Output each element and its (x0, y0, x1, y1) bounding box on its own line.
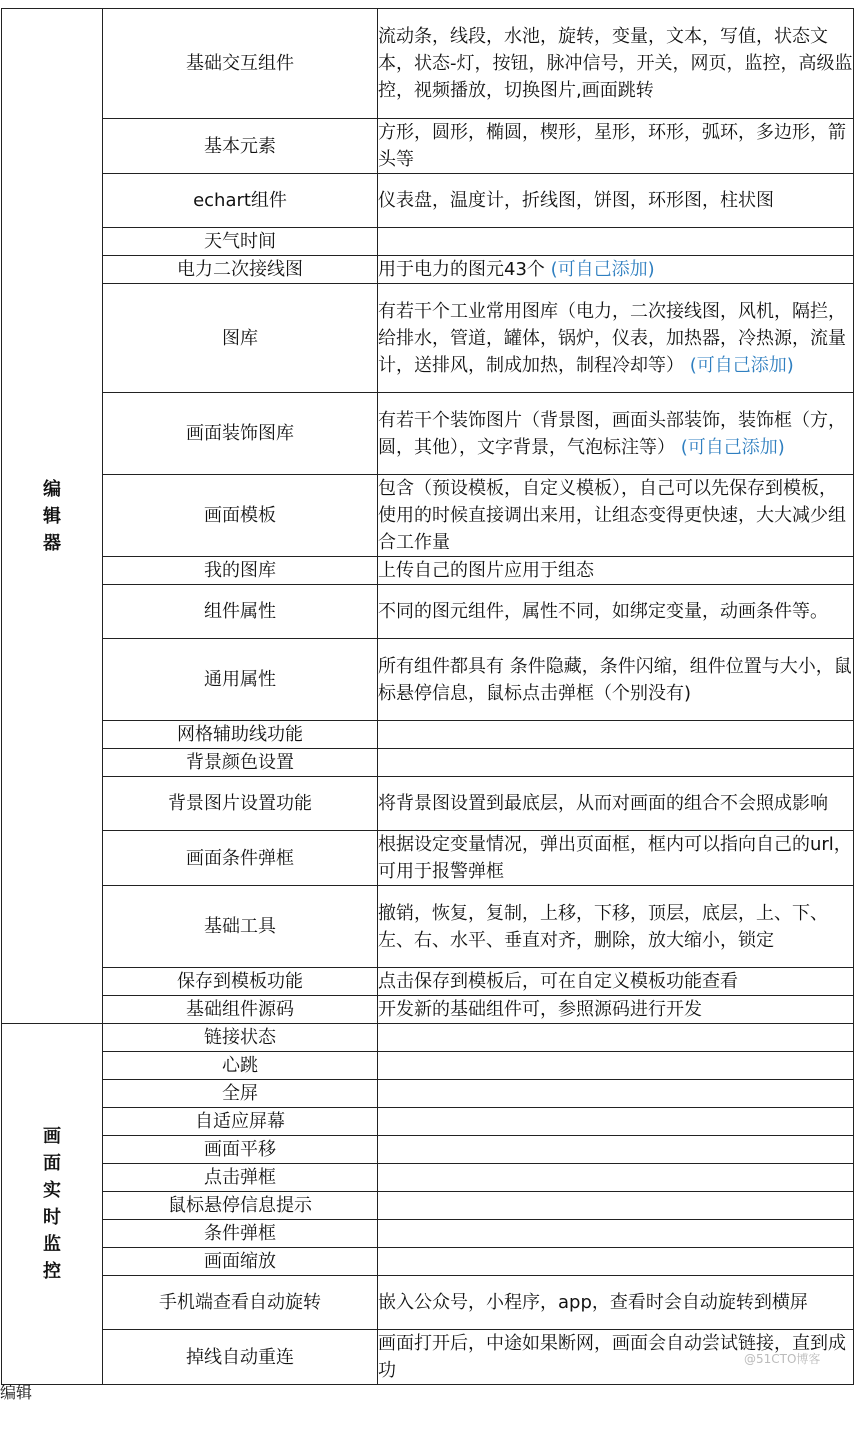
feature-name: 条件弹框 (103, 1220, 378, 1248)
table-row (2, 1136, 854, 1164)
table-row (2, 721, 854, 749)
feature-description (378, 996, 854, 1024)
feature-description (378, 256, 854, 284)
feature-name: 鼠标悬停信息提示 (103, 1192, 378, 1220)
table-row (2, 1220, 854, 1248)
feature-description (378, 119, 854, 174)
description-text: 有若干个装饰图片（背景图，画面头部装饰，装饰框（方，圆，其他），文字背景，气泡标注等） (378, 409, 846, 458)
feature-name: 画面装饰图库 (103, 393, 378, 475)
feature-table-body (2, 9, 854, 1385)
feature-name: 手机端查看自动旋转 (103, 1276, 378, 1330)
feature-name: 我的图库 (103, 557, 378, 585)
description-text: 包含（预设模板，自定义模板），自己可以先保存到模板，使用的时候直接调出来用，让组态变得更快速，大大减少组合工作量 (378, 478, 846, 553)
feature-name: 背景颜色设置 (103, 749, 378, 777)
table-row (2, 1080, 854, 1108)
feature-name: 心跳 (103, 1052, 378, 1080)
description-text: 点击保存到模板后，可在自定义模板功能查看 (378, 971, 738, 992)
table-row (2, 996, 854, 1024)
customizable-note: (可自己添加) (689, 354, 794, 376)
feature-description (378, 1276, 854, 1330)
table-row (2, 1276, 854, 1330)
description-text: 上传自己的图片应用于组态 (378, 560, 594, 581)
feature-description (378, 475, 854, 557)
table-row (2, 1330, 854, 1385)
feature-name: 基础交互组件 (103, 9, 378, 119)
description-text: 嵌入公众号，小程序，app，查看时会自动旋转到横屏 (378, 1292, 808, 1313)
table-row (2, 557, 854, 585)
customizable-note: (可自己添加) (680, 436, 785, 458)
table-row (2, 1024, 854, 1052)
feature-name: 组件属性 (103, 585, 378, 639)
feature-name: 链接状态 (103, 1024, 378, 1052)
feature-description (378, 1080, 854, 1108)
feature-name: 电力二次接线图 (103, 256, 378, 284)
description-text: 有若干个工业常用图库（电力，二次接线图，风机，隔拦，给排水，管道，罐体，锅炉，仪表，加热器，冷热源，流量计，送排风，制成加热，制程冷却等） (378, 300, 846, 376)
feature-table (1, 8, 854, 1385)
feature-description (378, 1136, 854, 1164)
description-text: 方形，圆形，椭圆，楔形，星形，环形，弧环，多边形，箭头等 (378, 122, 846, 170)
feature-name: 点击弹框 (103, 1164, 378, 1192)
table-row (2, 1052, 854, 1080)
table-row (2, 1248, 854, 1276)
feature-name: 通用属性 (103, 639, 378, 721)
table-row (2, 393, 854, 475)
category-cell (2, 9, 103, 1024)
feature-description (378, 1220, 854, 1248)
feature-name: 网格辅助线功能 (103, 721, 378, 749)
feature-name: 掉线自动重连 (103, 1330, 378, 1385)
feature-name: 保存到模板功能 (103, 968, 378, 996)
description-text: 撤销，恢复，复制，上移，下移，顶层，底层，上、下、左、右、水平、垂直对齐，删除，放大缩小，锁定 (378, 902, 828, 951)
table-row (2, 749, 854, 777)
customizable-note: (可自己添加) (550, 259, 655, 280)
table-row (2, 228, 854, 256)
feature-name: 图库 (103, 284, 378, 393)
table-row (2, 9, 854, 119)
feature-description (378, 777, 854, 831)
table-row (2, 475, 854, 557)
feature-description (378, 174, 854, 228)
feature-name: 画面缩放 (103, 1248, 378, 1276)
feature-name: 天气时间 (103, 228, 378, 256)
table-row (2, 284, 854, 393)
feature-description (378, 228, 854, 256)
table-row (2, 174, 854, 228)
table-row (2, 1108, 854, 1136)
feature-name: 自适应屏幕 (103, 1108, 378, 1136)
feature-description (378, 1024, 854, 1052)
category-cell (2, 1024, 103, 1385)
feature-name: 背景图片设置功能 (103, 777, 378, 831)
feature-name: 画面模板 (103, 475, 378, 557)
description-text: 用于电力的图元43个 (378, 259, 551, 280)
description-text: 画面打开后，中途如果断网，画面会自动尝试链接，直到成功 (378, 1333, 846, 1381)
table-row (2, 639, 854, 721)
table-row (2, 1164, 854, 1192)
feature-name: echart组件 (103, 174, 378, 228)
feature-description (378, 749, 854, 777)
caption-edit[interactable]: 编辑 (0, 1383, 33, 1402)
feature-description (378, 1052, 854, 1080)
feature-description (378, 886, 854, 968)
table-row (2, 968, 854, 996)
description-text: 开发新的基础组件可，参照源码进行开发 (378, 999, 702, 1020)
description-text: 仪表盘，温度计，折线图，饼图，环形图，柱状图 (378, 190, 774, 211)
feature-description (378, 1108, 854, 1136)
feature-name: 全屏 (103, 1080, 378, 1108)
feature-name: 画面平移 (103, 1136, 378, 1164)
feature-description (378, 9, 854, 119)
feature-name: 画面条件弹框 (103, 831, 378, 886)
description-text: 根据设定变量情况，弹出页面框，框内可以指向自己的url，可用于报警弹框 (378, 834, 852, 882)
table-row (2, 1192, 854, 1220)
feature-description (378, 639, 854, 721)
table-row (2, 886, 854, 968)
table-row (2, 777, 854, 831)
description-text: 流动条，线段，水池，旋转，变量，文本，写值，状态文本，状态-灯，按钮，脉冲信号，开关，网页，监控，高级监控，视频播放，切换图片,画面跳转 (378, 26, 853, 101)
watermark: @51CTO博客 (744, 1352, 821, 1366)
feature-description (378, 1192, 854, 1220)
feature-description (378, 557, 854, 585)
table-row (2, 256, 854, 284)
description-text: 将背景图设置到最底层，从而对画面的组合不会照成影响 (378, 793, 828, 814)
feature-description (378, 1164, 854, 1192)
feature-description (378, 721, 854, 749)
category-label: 编辑器 (43, 478, 61, 554)
description-text: 不同的图元组件，属性不同，如绑定变量，动画条件等。 (378, 601, 828, 622)
feature-name: 基础组件源码 (103, 996, 378, 1024)
feature-description (378, 968, 854, 996)
feature-description (378, 831, 854, 886)
table-row (2, 119, 854, 174)
feature-description (378, 284, 854, 393)
feature-description (378, 1248, 854, 1276)
description-text: 所有组件都具有 条件隐藏，条件闪缩，组件位置与大小，鼠标悬停信息，鼠标点击弹框（个别没有) (378, 655, 852, 704)
category-label: 画面实时监控 (43, 1126, 61, 1282)
feature-name: 基础工具 (103, 886, 378, 968)
feature-description (378, 393, 854, 475)
table-row (2, 585, 854, 639)
feature-description (378, 585, 854, 639)
feature-name: 基本元素 (103, 119, 378, 174)
table-row (2, 831, 854, 886)
